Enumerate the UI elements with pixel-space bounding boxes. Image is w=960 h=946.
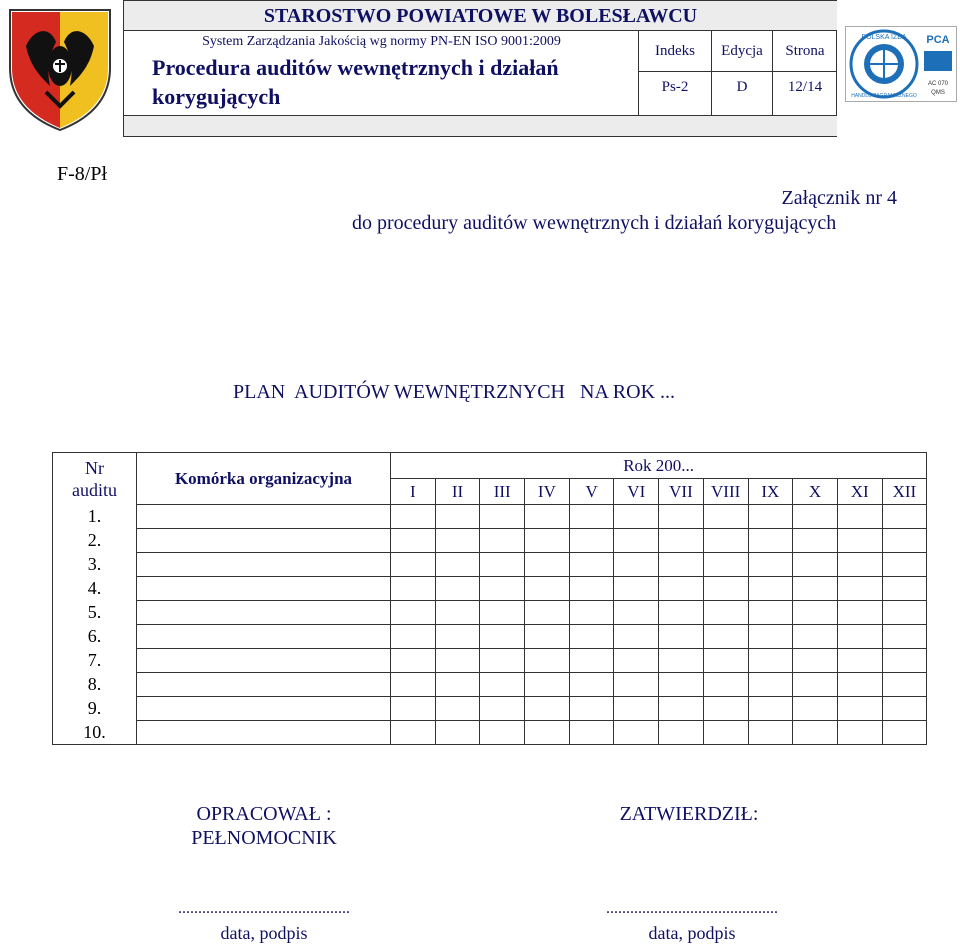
audit-number: 6. — [53, 625, 137, 649]
month-cell[interactable] — [793, 649, 838, 673]
table-row — [53, 649, 927, 673]
month-cell[interactable] — [837, 529, 882, 553]
certificate-text-5: QMS — [931, 90, 945, 96]
month-cell[interactable] — [614, 721, 659, 745]
attachment-title: Załącznik nr 4 — [781, 187, 897, 209]
table-row — [53, 529, 927, 553]
unit-cell[interactable] — [137, 625, 391, 649]
month-header: VIII — [703, 479, 748, 505]
month-cell[interactable] — [882, 721, 927, 745]
table-row — [53, 673, 927, 697]
month-cell[interactable] — [748, 697, 793, 721]
header-title-block — [124, 31, 639, 115]
month-cell[interactable] — [659, 553, 704, 577]
month-cell[interactable] — [525, 505, 570, 529]
month-cell[interactable] — [703, 649, 748, 673]
month-cell[interactable] — [614, 697, 659, 721]
unit-cell[interactable] — [137, 577, 391, 601]
month-cell[interactable] — [435, 697, 480, 721]
month-cell[interactable] — [837, 697, 882, 721]
unit-cell[interactable] — [137, 697, 391, 721]
month-cell[interactable] — [703, 625, 748, 649]
month-header: VII — [659, 479, 704, 505]
month-cell[interactable] — [614, 529, 659, 553]
unit-cell[interactable] — [137, 505, 391, 529]
month-cell[interactable] — [569, 553, 614, 577]
month-cell[interactable] — [435, 553, 480, 577]
month-cell[interactable] — [391, 721, 436, 745]
month-cell[interactable] — [748, 553, 793, 577]
month-cell[interactable] — [614, 601, 659, 625]
month-cell[interactable] — [659, 529, 704, 553]
month-cell[interactable] — [837, 625, 882, 649]
month-cell[interactable] — [882, 697, 927, 721]
month-cell[interactable] — [882, 529, 927, 553]
month-cell[interactable] — [480, 601, 525, 625]
month-cell[interactable] — [525, 649, 570, 673]
month-cell[interactable] — [659, 577, 704, 601]
month-cell[interactable] — [837, 553, 882, 577]
month-cell[interactable] — [703, 577, 748, 601]
audit-number: 4. — [53, 577, 137, 601]
header-footer-bar — [124, 115, 837, 136]
month-cell[interactable] — [882, 505, 927, 529]
month-cell[interactable] — [882, 553, 927, 577]
month-cell[interactable] — [391, 673, 436, 697]
month-header: IV — [525, 479, 570, 505]
month-cell[interactable] — [659, 673, 704, 697]
audit-number: 5. — [53, 601, 137, 625]
audit-number: 2. — [53, 529, 137, 553]
month-cell[interactable] — [391, 649, 436, 673]
plan-title: PLAN AUDITÓW WEWNĘTRZNYCH NA ROK ... — [233, 381, 676, 403]
nr-header: Nr auditu — [53, 453, 137, 505]
month-cell[interactable] — [703, 601, 748, 625]
table-row — [53, 601, 927, 625]
month-cell[interactable] — [793, 697, 838, 721]
month-cell[interactable] — [435, 673, 480, 697]
month-header: XI — [837, 479, 882, 505]
month-cell[interactable] — [793, 553, 838, 577]
month-cell[interactable] — [391, 601, 436, 625]
month-cell[interactable] — [391, 505, 436, 529]
month-cell[interactable] — [569, 601, 614, 625]
month-cell[interactable] — [793, 577, 838, 601]
month-cell[interactable] — [480, 553, 525, 577]
month-header: V — [569, 479, 614, 505]
unit-cell[interactable] — [137, 553, 391, 577]
month-cell[interactable] — [391, 577, 436, 601]
page-label: Strona — [785, 43, 825, 59]
month-cell[interactable] — [391, 553, 436, 577]
month-cell[interactable] — [659, 505, 704, 529]
month-cell[interactable] — [793, 673, 838, 697]
prepared-signature-caption: data, podpis — [220, 923, 308, 943]
month-cell[interactable] — [837, 505, 882, 529]
month-cell[interactable] — [569, 721, 614, 745]
month-cell[interactable] — [569, 649, 614, 673]
month-cell[interactable] — [703, 697, 748, 721]
month-cell[interactable] — [480, 505, 525, 529]
month-cell[interactable] — [659, 697, 704, 721]
month-cell[interactable] — [614, 577, 659, 601]
month-cell[interactable] — [837, 649, 882, 673]
month-cell[interactable] — [525, 721, 570, 745]
month-cell[interactable] — [614, 649, 659, 673]
month-cell[interactable] — [703, 505, 748, 529]
month-cell[interactable] — [703, 529, 748, 553]
month-cell[interactable] — [882, 649, 927, 673]
month-cell[interactable] — [569, 673, 614, 697]
table-row — [53, 697, 927, 721]
month-header: II — [435, 479, 480, 505]
month-cell[interactable] — [569, 697, 614, 721]
month-cell[interactable] — [748, 529, 793, 553]
month-cell[interactable] — [480, 529, 525, 553]
month-cell[interactable] — [748, 601, 793, 625]
month-cell[interactable] — [391, 697, 436, 721]
table-row — [53, 577, 927, 601]
table-row — [53, 505, 927, 529]
unit-header: Komórka organizacyjna — [137, 453, 391, 505]
page-cell — [773, 31, 837, 115]
month-cell[interactable] — [480, 625, 525, 649]
month-header: XII — [882, 479, 927, 505]
month-cell[interactable] — [748, 625, 793, 649]
month-cell[interactable] — [525, 697, 570, 721]
month-cell[interactable] — [837, 601, 882, 625]
month-cell[interactable] — [793, 529, 838, 553]
month-cell[interactable] — [793, 625, 838, 649]
quality-system-label: System Zarządzania Jakością wg normy PN-EN ISO 9001:2009 — [202, 34, 561, 49]
certificate-text-2: HANDLU ZAGRANICZNEGO — [851, 93, 917, 99]
month-cell[interactable] — [435, 601, 480, 625]
month-cell[interactable] — [480, 673, 525, 697]
month-cell[interactable] — [659, 601, 704, 625]
month-header: I — [391, 479, 436, 505]
month-cell[interactable] — [793, 505, 838, 529]
unit-cell[interactable] — [137, 649, 391, 673]
month-cell[interactable] — [614, 625, 659, 649]
month-cell[interactable] — [703, 673, 748, 697]
month-cell[interactable] — [480, 577, 525, 601]
month-cell[interactable] — [525, 553, 570, 577]
certificate-logo-icon — [845, 26, 957, 102]
index-label: Indeks — [655, 43, 695, 59]
month-header: VI — [614, 479, 659, 505]
month-cell[interactable] — [882, 673, 927, 697]
prepared-by-label: OPRACOWAŁ : — [196, 803, 332, 825]
month-cell[interactable] — [837, 721, 882, 745]
month-cell[interactable] — [435, 577, 480, 601]
month-cell[interactable] — [703, 553, 748, 577]
audit-number: 8. — [53, 673, 137, 697]
month-cell[interactable] — [435, 505, 480, 529]
audit-plan-table — [52, 452, 927, 745]
index-value: Ps-2 — [661, 79, 689, 95]
certificate-text-1: POLSKA IZBA — [861, 34, 907, 41]
month-cell[interactable] — [882, 577, 927, 601]
month-cell[interactable] — [569, 625, 614, 649]
edition-cell — [712, 31, 773, 115]
month-cell[interactable] — [659, 721, 704, 745]
month-cell[interactable] — [837, 673, 882, 697]
audit-number: 1. — [53, 505, 137, 529]
audit-number: 9. — [53, 697, 137, 721]
month-cell[interactable] — [525, 577, 570, 601]
table-row — [53, 721, 927, 745]
certificate-text-4: AC 070 — [927, 81, 949, 87]
form-code: F-8/Pł — [57, 163, 108, 185]
month-cell[interactable] — [525, 601, 570, 625]
prepared-signature-line: ........................................... — [178, 900, 350, 917]
page-value: 12/14 — [787, 79, 823, 95]
month-cell[interactable] — [748, 505, 793, 529]
month-header: IX — [748, 479, 793, 505]
month-cell[interactable] — [435, 625, 480, 649]
month-cell[interactable] — [703, 721, 748, 745]
month-cell[interactable] — [480, 697, 525, 721]
month-cell[interactable] — [435, 529, 480, 553]
approved-signature-line: ........................................... — [606, 900, 778, 917]
month-cell[interactable] — [435, 721, 480, 745]
month-cell[interactable] — [748, 649, 793, 673]
audit-number: 7. — [53, 649, 137, 673]
month-cell[interactable] — [748, 577, 793, 601]
month-cell[interactable] — [793, 721, 838, 745]
edition-label: Edycja — [721, 43, 763, 59]
prepared-by-role: PEŁNOMOCNIK — [191, 827, 337, 849]
month-cell[interactable] — [525, 673, 570, 697]
coat-of-arms-icon — [6, 6, 114, 132]
month-cell[interactable] — [837, 577, 882, 601]
month-cell[interactable] — [748, 721, 793, 745]
month-cell[interactable] — [435, 649, 480, 673]
certificate-text-3: PCA — [926, 34, 950, 46]
table-row — [53, 625, 927, 649]
month-cell[interactable] — [525, 529, 570, 553]
month-cell[interactable] — [569, 577, 614, 601]
month-cell[interactable] — [614, 673, 659, 697]
table-row — [53, 553, 927, 577]
month-cell[interactable] — [882, 625, 927, 649]
approved-signature-caption: data, podpis — [648, 923, 736, 943]
procedure-title: Procedura auditów wewnętrznych i działań korygujących — [152, 55, 559, 109]
unit-cell[interactable] — [137, 529, 391, 553]
attachment-subtitle: do procedury auditów wewnętrznych i działań korygujących — [352, 212, 837, 234]
month-cell[interactable] — [882, 601, 927, 625]
month-cell[interactable] — [480, 721, 525, 745]
month-cell[interactable] — [659, 649, 704, 673]
month-cell[interactable] — [659, 625, 704, 649]
month-header: X — [793, 479, 838, 505]
unit-cell[interactable] — [137, 673, 391, 697]
month-cell[interactable] — [391, 529, 436, 553]
year-header: Rok 200... — [391, 453, 927, 479]
edition-value: D — [736, 79, 748, 95]
approved-by-label: ZATWIERDZIŁ: — [619, 803, 759, 825]
unit-cell[interactable] — [137, 601, 391, 625]
unit-cell[interactable] — [137, 721, 391, 745]
office-name: STAROSTWO POWIATOWE W BOLESŁAWCU — [124, 1, 837, 31]
month-cell[interactable] — [793, 601, 838, 625]
table-header-row — [53, 453, 927, 479]
month-cell[interactable] — [614, 553, 659, 577]
month-header: III — [480, 479, 525, 505]
index-cell — [639, 31, 712, 115]
month-cell[interactable] — [391, 625, 436, 649]
month-cell[interactable] — [525, 625, 570, 649]
month-cell[interactable] — [569, 529, 614, 553]
month-cell[interactable] — [748, 673, 793, 697]
document-header — [123, 0, 837, 137]
audit-number: 3. — [53, 553, 137, 577]
month-cell[interactable] — [614, 505, 659, 529]
month-cell[interactable] — [569, 505, 614, 529]
month-cell[interactable] — [480, 649, 525, 673]
audit-number: 10. — [53, 721, 137, 745]
